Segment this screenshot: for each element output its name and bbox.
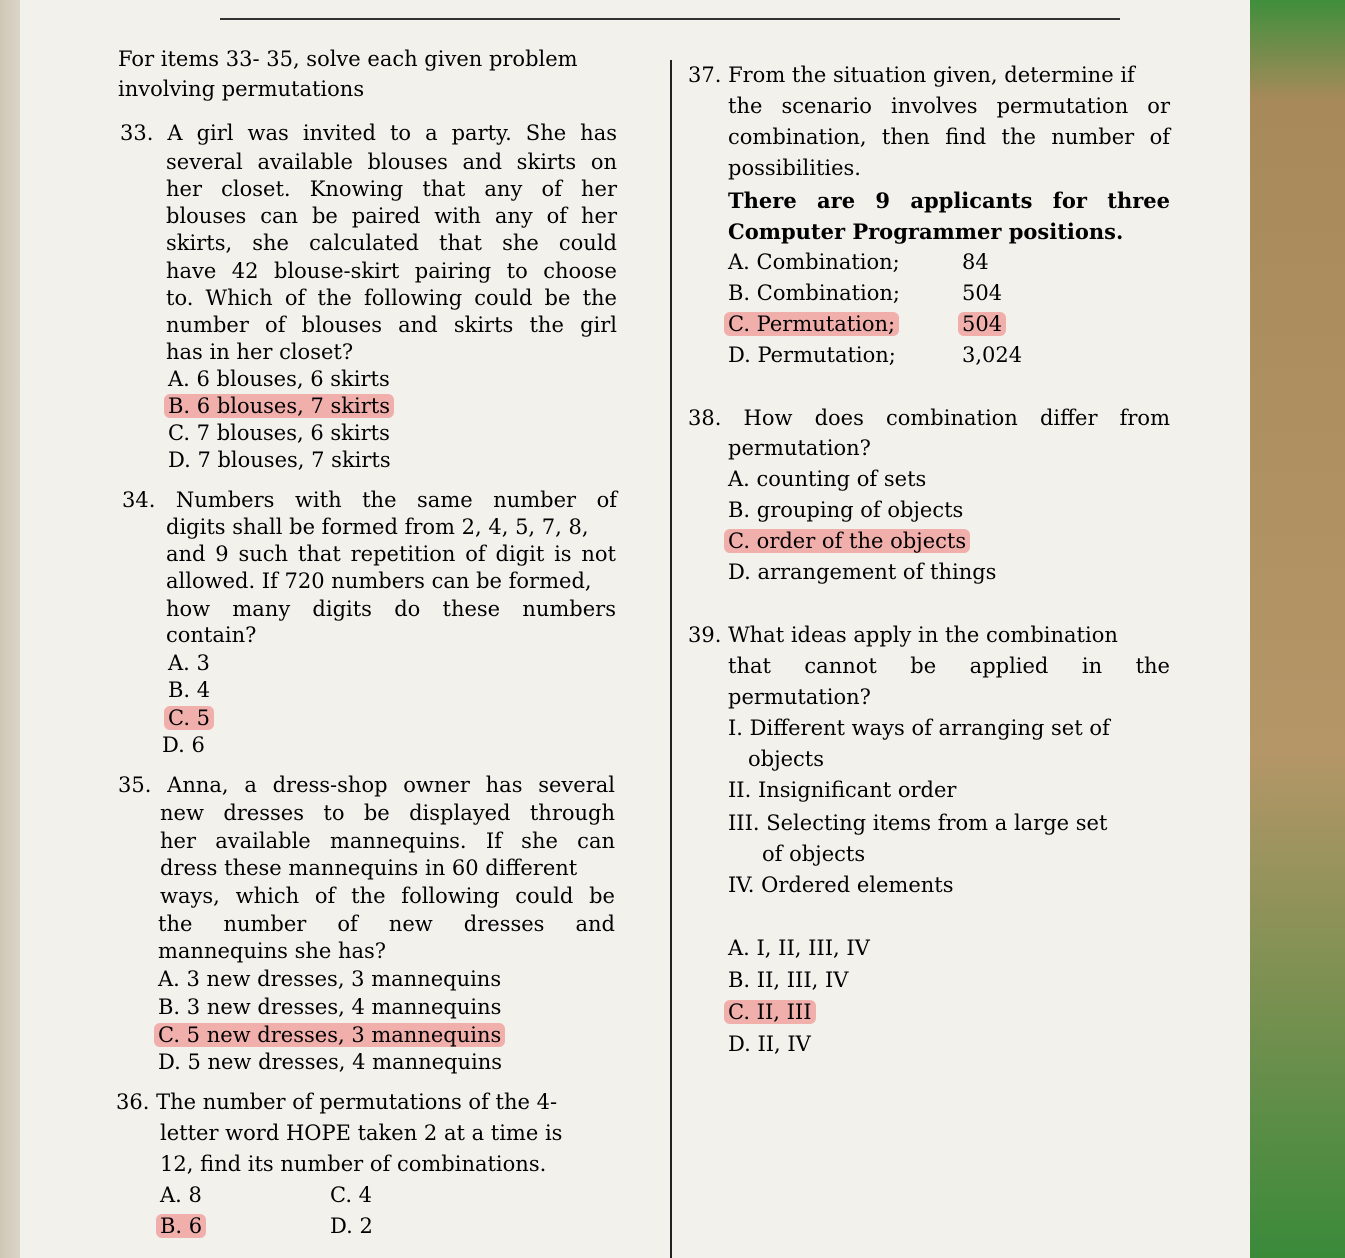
q35-line: mannequins she has? [158,939,387,963]
column-divider [670,60,672,1258]
worksheet-page [20,0,1250,1258]
q36-line: 12, find its number of combinations. [160,1152,547,1176]
q37-scenario: There are 9 applicants for three [728,188,1170,213]
q39-option-b[interactable]: B. II, III, IV [728,968,849,992]
q35-option-b[interactable]: B. 3 new dresses, 4 mannequins [158,995,502,1019]
q33-line: skirts, she calculated that she could [166,231,617,255]
q34-option-d[interactable]: D. 6 [162,733,205,757]
intro-line-1: For items 33- 35, solve each given problem [118,47,578,71]
q37-line: combination, then find the number of [728,125,1170,149]
q38-line: 38. How does combination differ from [688,406,1170,430]
q37-option-a[interactable] [728,249,900,276]
q37-option-label: A. Combination; [728,250,900,274]
q34-line: 34. Numbers with the same number of [122,488,617,512]
q35-line: 35. Anna, a dress-shop owner has several [118,773,615,797]
q39-item: objects [748,747,825,771]
q33-option-c[interactable]: C. 7 blouses, 6 skirts [168,421,390,445]
q36-option-c[interactable]: C. 4 [330,1183,373,1207]
q37-option-label: C. Permutation; [724,312,899,336]
q33-option-d[interactable]: D. 7 blouses, 7 skirts [168,448,391,472]
q35-line: ways, which of the following could be [160,884,615,908]
q33-option-b-answer: B. 6 blouses, 7 skirts [164,394,394,418]
q33-line: blouses can be paired with any of her [166,204,617,228]
q39-item: I. Different ways of arranging set of [728,716,1110,740]
q34-line: how many digits do these numbers [166,597,616,621]
top-rule [220,18,1120,20]
q34-option-c-answer: C. 5 [164,706,214,730]
q33-line: have 42 blouse-skirt pairing to choose [166,259,617,283]
q38-option-b[interactable]: B. grouping of objects [728,498,964,522]
q33-line: to. Which of the following could be the [166,286,617,310]
q38-option-c-answer: C. order of the objects [724,529,970,553]
q37-option-b-value: 504 [962,281,1003,305]
q35-line: dress these mannequins in 60 different [160,856,578,880]
q33-option-b[interactable] [168,393,390,420]
q35-line: new dresses to be displayed through [160,801,615,825]
q39-item: IV. Ordered elements [728,873,954,897]
q35-option-a[interactable]: A. 3 new dresses, 3 mannequins [158,967,502,991]
q36-line: letter word HOPE taken 2 at a time is [160,1121,563,1145]
q35-option-d[interactable]: D. 5 new dresses, 4 mannequins [158,1050,503,1074]
q37-option-d-value: 3,024 [962,343,1023,367]
q37-scenario: Computer Programmer positions. [728,219,1124,244]
q39-option-d[interactable]: D. II, IV [728,1032,811,1056]
q34-line: allowed. If 720 numbers can be formed, [166,569,592,593]
q38-option-c[interactable] [728,528,966,555]
q37-option-a-value: 84 [962,250,989,274]
q33-line: several available blouses and skirts on [166,150,617,174]
q37-option-b[interactable] [728,280,900,307]
q35-line: her available mannequins. If she can [160,829,615,853]
q36-line: 36. The number of permutations of the 4- [116,1090,558,1114]
q35-option-c[interactable] [158,1022,501,1049]
q37-line: possibilities. [728,156,861,180]
q38-line: permutation? [728,436,871,460]
q37-option-d[interactable] [728,342,896,369]
q37-line: the scenario involves permutation or [728,94,1170,118]
q39-line: 39. What ideas apply in the combination [688,623,1118,647]
q33-line: 33. A girl was invited to a party. She has [120,121,617,145]
q34-line: and 9 such that repetition of digit is not [166,542,616,566]
q37-line: 37. From the situation given, determine if [688,63,1135,87]
q37-option-c-value [962,311,1002,338]
q38-option-d[interactable]: D. arrangement of things [728,560,997,584]
intro-line-2: involving permutations [118,77,365,101]
q39-item: III. Selecting items from a large set [728,811,1108,835]
q37-option-label: B. Combination; [728,281,901,305]
background-right [1235,0,1345,1258]
q36-option-b[interactable] [160,1213,202,1240]
q34-line: contain? [166,623,257,647]
q34-option-a[interactable]: A. 3 [168,651,210,675]
q34-line: digits shall be formed from 2, 4, 5, 7, 8, [166,515,589,539]
q33-line: has in her closet? [166,340,354,364]
q39-option-a[interactable]: A. I, II, III, IV [728,936,870,960]
q39-item: II. Insignificant order [728,778,957,802]
q33-option-a[interactable]: A. 6 blouses, 6 skirts [168,367,390,391]
q36-option-b-answer: B. 6 [156,1214,206,1238]
q33-line: her closet. Knowing that any of her [166,177,617,201]
q39-item: of objects [762,842,866,866]
q37-option-c-value-answer: 504 [958,312,1006,336]
q36-option-a[interactable]: A. 8 [160,1183,202,1207]
q39-line: that cannot be applied in the [728,654,1170,678]
q39-option-c[interactable] [728,999,812,1026]
q33-line: number of blouses and skirts the girl [166,313,617,337]
q34-option-c[interactable] [168,705,210,732]
q35-line: the number of new dresses and [158,912,615,936]
q39-option-c-answer: C. II, III [724,1000,816,1024]
q37-option-label: D. Permutation; [728,343,896,367]
q34-option-b[interactable]: B. 4 [168,678,211,702]
q37-option-c[interactable] [728,311,895,338]
q36-option-d[interactable]: D. 2 [330,1214,373,1238]
q35-option-c-answer: C. 5 new dresses, 3 mannequins [154,1023,505,1047]
q39-line: permutation? [728,685,871,709]
q38-option-a[interactable]: A. counting of sets [728,467,927,491]
